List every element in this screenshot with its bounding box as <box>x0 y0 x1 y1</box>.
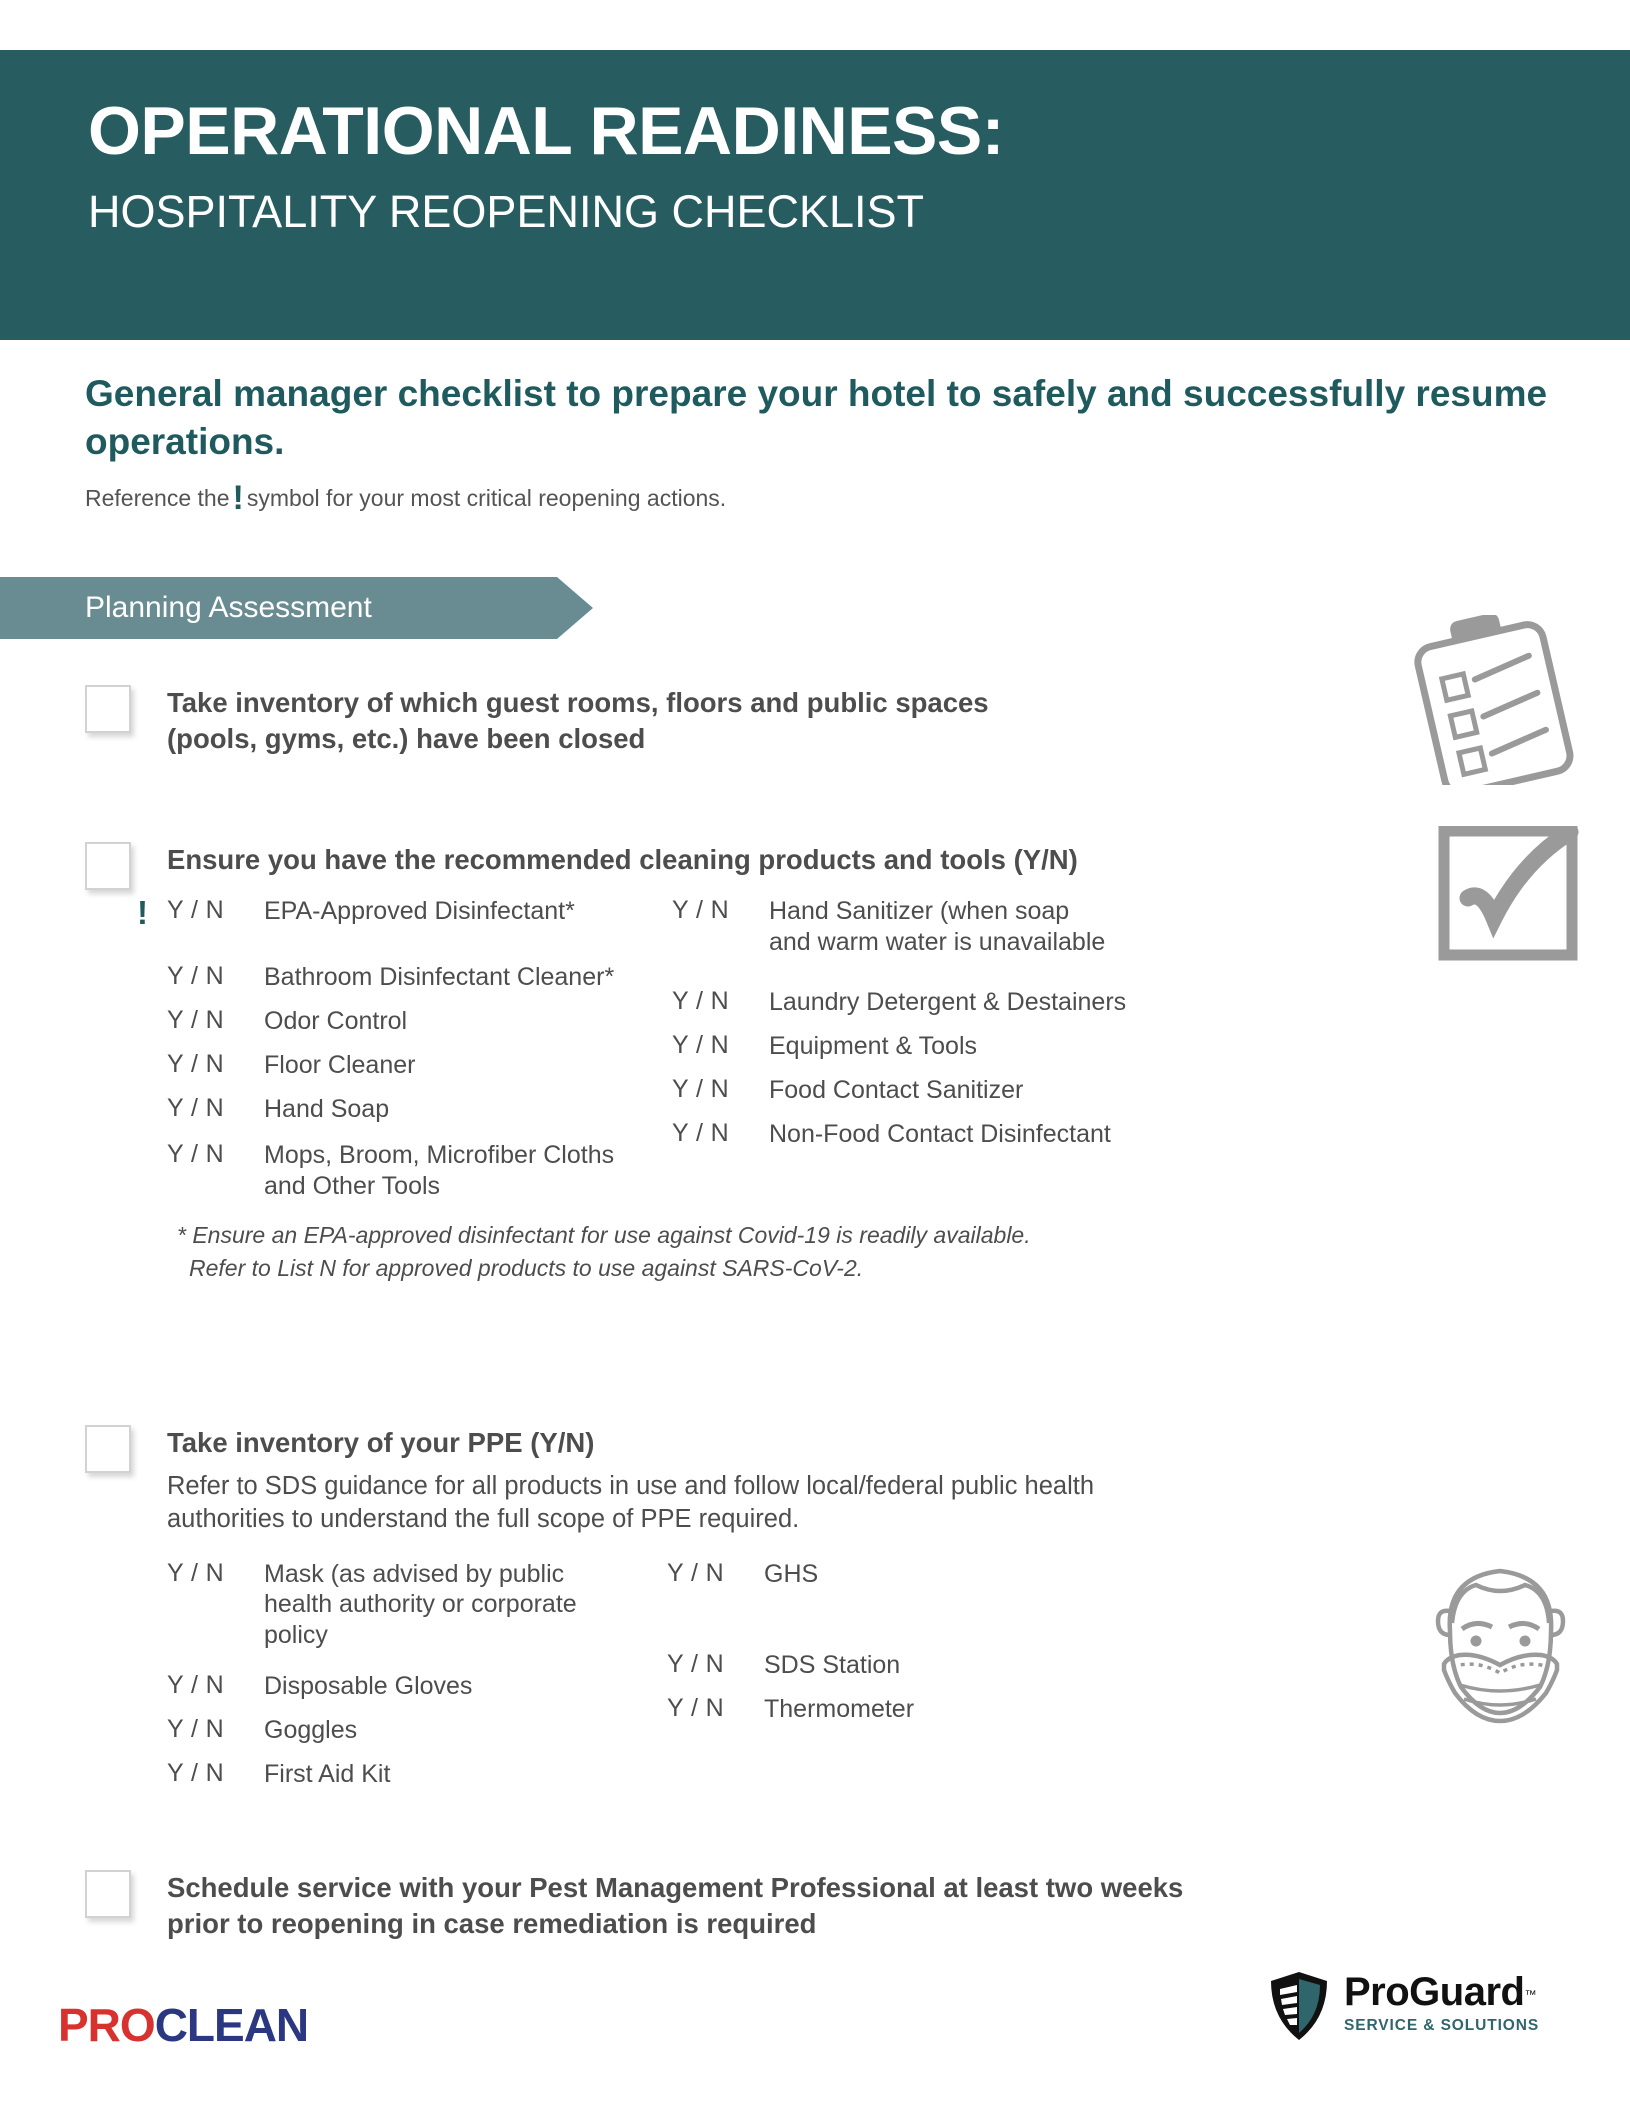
ppe-right-column <box>667 1559 1107 1804</box>
clipboard-checklist-icon <box>1400 615 1595 785</box>
task-body <box>137 842 1127 1284</box>
task-body <box>167 1870 1183 1943</box>
intro-note <box>85 479 1555 518</box>
footnote-line2: Refer to List N for approved products to use against SARS-CoV-2. <box>189 1255 864 1282</box>
proclean-logo-pro: PRO <box>58 1999 155 2051</box>
yn-row[interactable] <box>672 1075 1112 1119</box>
yn-row[interactable] <box>672 987 1127 1031</box>
yn-toggle[interactable]: Y / N <box>167 1006 225 1035</box>
yn-item-label: Floor Cleaner <box>264 1051 416 1080</box>
yn-row[interactable] <box>672 1119 1112 1163</box>
task-body <box>167 685 989 758</box>
section-banner-planning-assessment <box>0 577 593 639</box>
proclean-logo-clean: CLEAN <box>154 1999 309 2051</box>
checklist-item-cleaning-products[interactable] <box>85 842 1465 1284</box>
yn-item-label: Hand Sanitizer (when soap and warm water is unavailable <box>769 897 1106 956</box>
proguard-wordmark <box>1344 1972 1539 2035</box>
yn-item-label: Equipment & Tools <box>769 1032 977 1061</box>
yn-item-label: Disposable Gloves <box>264 1672 473 1701</box>
footnote-line1: * Ensure an EPA-approved disinfectant for use against Covid-19 is readily available. <box>177 1222 1031 1249</box>
yn-row[interactable] <box>167 1559 667 1651</box>
yn-item-label: SDS Station <box>764 1650 901 1679</box>
yn-toggle[interactable]: Y / N <box>667 1558 725 1587</box>
yn-toggle[interactable]: Y / N <box>167 1671 225 1700</box>
yn-toggle[interactable]: Y / N <box>667 1693 725 1722</box>
header-banner <box>0 50 1630 340</box>
yn-toggle[interactable]: Y / N <box>672 896 730 925</box>
page-subtitle: HOSPITALITY REOPENING CHECKLIST <box>88 186 925 238</box>
proguard-name: ProGuard <box>1344 1970 1525 2014</box>
intro-block <box>85 370 1555 518</box>
yn-toggle[interactable]: Y / N <box>167 1759 225 1788</box>
cleaning-products-yn-grid <box>137 894 1127 1210</box>
yn-toggle[interactable]: Y / N <box>167 1050 225 1079</box>
checkmark-box-icon <box>1438 826 1583 964</box>
proguard-tagline: SERVICE & SOLUTIONS <box>1344 2017 1540 2034</box>
section-banner-body <box>0 577 557 639</box>
yn-row[interactable] <box>167 1671 667 1715</box>
task-description-line1: Refer to SDS guidance for all products in use and follow local/federal public health <box>167 1472 1095 1501</box>
yn-row[interactable] <box>667 1694 1107 1738</box>
ppe-yn-grid <box>167 1559 1107 1804</box>
task-title: Take inventory of your PPE (Y/N) <box>167 1427 595 1458</box>
intro-note-before: Reference the <box>85 485 230 512</box>
task-title-line1: Take inventory of which guest rooms, floors and public spaces <box>167 687 989 718</box>
proguard-logo <box>1268 1970 1539 2042</box>
yn-toggle[interactable]: Y / N <box>167 896 225 925</box>
trademark-icon: ™ <box>1524 1987 1537 2002</box>
proguard-name-row <box>1344 1972 1539 2012</box>
yn-row[interactable] <box>167 1050 672 1094</box>
masked-face-icon <box>1408 1535 1593 1735</box>
yn-toggle[interactable]: Y / N <box>167 1140 225 1169</box>
yn-item-label: Food Contact Sanitizer <box>769 1076 1024 1105</box>
yn-row[interactable] <box>137 894 672 940</box>
yn-item-label: First Aid Kit <box>264 1760 391 1789</box>
checklist-item-inventory-spaces[interactable] <box>85 685 1335 758</box>
checkbox-ppe-inventory[interactable] <box>85 1425 131 1473</box>
proclean-logo <box>58 1998 308 2052</box>
yn-row[interactable] <box>167 962 672 1006</box>
task-body <box>167 1425 1107 1803</box>
yn-item-label: Laundry Detergent & Destainers <box>769 988 1127 1017</box>
task-description-line2: authorities to understand the full scope of PPE required. <box>167 1505 800 1534</box>
yn-row[interactable] <box>667 1650 1107 1694</box>
page-title: OPERATIONAL READINESS: <box>88 93 1004 169</box>
checkbox-cleaning-products[interactable] <box>85 842 131 890</box>
yn-toggle[interactable]: Y / N <box>672 1031 730 1060</box>
yn-item-label: Mops, Broom, Microfiber Cloths and Other Tools <box>264 1141 615 1200</box>
yn-item-label: Non-Food Contact Disinfectant <box>769 1120 1111 1149</box>
yn-toggle[interactable]: Y / N <box>167 1715 225 1744</box>
checklist-item-pest-management[interactable] <box>85 1870 1485 1943</box>
cleaning-products-right-column <box>672 896 1127 1210</box>
checkbox-pest-management[interactable] <box>85 1870 131 1918</box>
yn-toggle[interactable]: Y / N <box>167 962 225 991</box>
yn-item-label: EPA-Approved Disinfectant* <box>264 897 575 926</box>
yn-row[interactable] <box>167 1094 672 1138</box>
yn-item-label: Thermometer <box>764 1694 915 1723</box>
yn-toggle[interactable]: Y / N <box>672 987 730 1016</box>
yn-toggle[interactable]: Y / N <box>672 1075 730 1104</box>
yn-toggle[interactable]: Y / N <box>167 1094 225 1123</box>
yn-toggle[interactable]: Y / N <box>167 1558 225 1587</box>
yn-item-label: Mask (as advised by public health authority or corporate policy <box>264 1559 577 1649</box>
yn-row[interactable] <box>167 1006 672 1050</box>
shield-icon <box>1268 1970 1330 2042</box>
yn-row[interactable] <box>672 896 1112 966</box>
yn-row[interactable] <box>667 1559 1107 1603</box>
ppe-left-column <box>167 1559 667 1804</box>
section-banner-label: Planning Assessment <box>85 591 372 624</box>
intro-lead-text: General manager checklist to prepare your hotel to safely and successfully resume operations. <box>85 373 1548 463</box>
task-title-line2: prior to reopening in case remediation is required <box>167 1908 817 1940</box>
yn-row[interactable] <box>167 1140 672 1210</box>
intro-note-after: symbol for your most critical reopening actions. <box>246 485 727 512</box>
cleaning-products-left-column <box>137 894 672 1210</box>
yn-item-label: GHS <box>764 1559 819 1588</box>
yn-item-label: Bathroom Disinfectant Cleaner* <box>264 963 615 992</box>
yn-toggle[interactable]: Y / N <box>672 1119 730 1148</box>
yn-toggle[interactable]: Y / N <box>667 1649 725 1678</box>
critical-exclamation-icon: ! <box>137 894 148 932</box>
yn-row[interactable] <box>672 1031 1112 1075</box>
yn-item-label: Odor Control <box>264 1007 408 1036</box>
checkbox-inventory-spaces[interactable] <box>85 685 131 733</box>
task-title-line2: (pools, gyms, etc.) have been closed <box>167 723 646 755</box>
section-banner-arrow-tip <box>557 577 593 639</box>
checklist-item-ppe-inventory[interactable] <box>85 1425 1385 1803</box>
yn-row[interactable] <box>167 1715 667 1759</box>
exclamation-icon: ! <box>232 479 244 518</box>
task-title: Ensure you have the recommended cleaning products and tools (Y/N) <box>167 844 1078 875</box>
yn-row[interactable] <box>167 1759 667 1803</box>
yn-item-label: Hand Soap <box>264 1095 390 1124</box>
task-title-line1: Schedule service with your Pest Management Professional at least two weeks <box>167 1872 1184 1903</box>
yn-item-label: Goggles <box>264 1716 358 1745</box>
